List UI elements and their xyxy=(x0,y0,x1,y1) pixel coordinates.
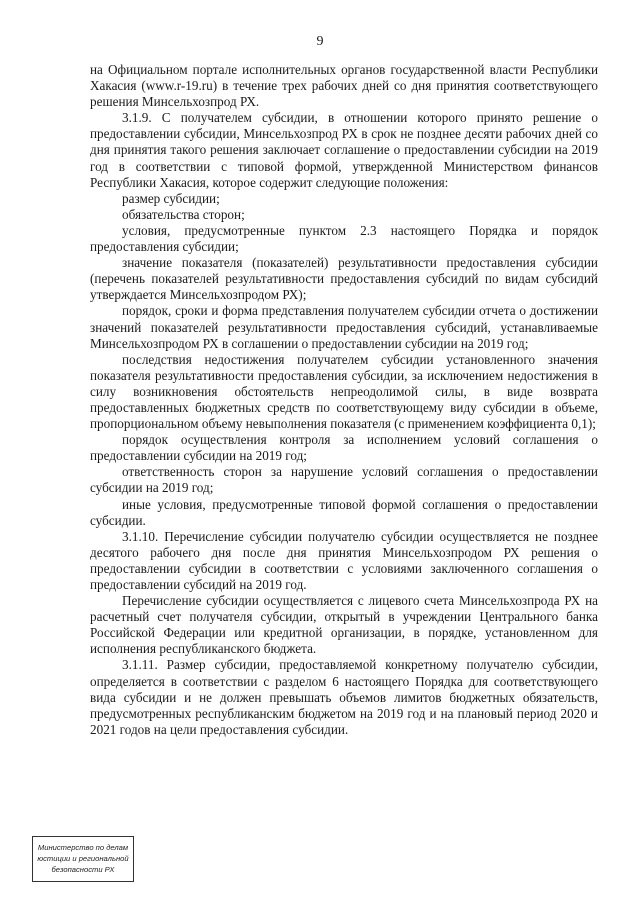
page-number: 9 xyxy=(316,34,324,49)
list-item-indicator-value: значение показателя (показателей) результативности предоставления субсидии (перечень показателей результативности предоставления субсидий по видам субсидий утверждается Минсельхозпродом РХ); xyxy=(90,255,598,303)
ministry-stamp xyxy=(32,836,134,882)
list-item-conditions: условия, предусмотренные пунктом 2.3 настоящего Порядка и порядок предоставления субсидии; xyxy=(90,222,598,255)
list-item-subsidy-size: размер субсидии; xyxy=(122,190,220,206)
stamp-line: Министерство по делам xyxy=(37,843,129,852)
list-item-obligations: обязательства сторон; xyxy=(122,206,245,222)
list-item-responsibility: ответственность сторон за нарушение условий соглашения о предоставлении субсидии на 2019 год; xyxy=(90,464,598,496)
paragraph-transfer: Перечисление субсидии осуществляется с лицевого счета Минсельхозпрода РХ на расчетный счет получателя субсидии, открытый в учреждении Центрального банка Российской Федерации или кредитной организации, в порядке, установленном для исполнения республиканского бюджета. xyxy=(90,593,598,657)
paragraph-continuation: на Официальном портале исполнительных органов государственной власти Республики Хакасия (www.r-19.ru) в течение трех рабочих дней со дня принятия соответствующего решения Минсельхозпрод РХ. xyxy=(90,62,598,110)
document-body xyxy=(90,62,598,738)
list-item-consequences: последствия недостижения получателем субсидии установленного значения показателя результативности предоставления субсидии, за исключением недостижения в силу возникновения обстоятельств непреодолимой силы, в виде возврата предоставленных бюджетных средств по соответствующему виду субсидии в объеме, пропорциональном объему невыполнения показателя (с применением коэффициента 0,1); xyxy=(90,351,598,432)
list-item-report-procedure: порядок, сроки и форма представления получателем субсидии отчета о достижении значений показателей результативности предоставления субсидий, устанавливаемые Минсельхозпродом РХ в соглашении о предоставлении субсидии на 2019 год; xyxy=(90,303,598,351)
stamp-line: юстиции и региональной xyxy=(37,854,129,863)
stamp-line: безопасности РХ xyxy=(51,865,115,874)
paragraph-3-1-10: 3.1.10. Перечисление субсидии получателю субсидии осуществляется не позднее десятого рабочего дня после дня принятия Минсельхозпродом РХ решения о предоставлении субсидии в соответствии с условиями заключенного соглашения о предоставлении субсидий на 2019 год. xyxy=(90,528,598,592)
list-item-other-conditions: иные условия, предусмотренные типовой формой соглашения о предоставлении субсидии. xyxy=(90,496,598,528)
list-item-control-procedure: порядок осуществления контроля за исполнением условий соглашения о предоставлении субсидии на 2019 год; xyxy=(90,432,598,464)
paragraph-3-1-9: 3.1.9. С получателем субсидии, в отношении которого принято решение о предоставлении субсидии, Минсельхозпрод РХ в срок не позднее десяти рабочих дней со дня принятия такого решения заключает соглашение о предоставлении субсидии на 2019 год в соответствии с типовой формой, утвержденной Министерством финансов Республики Хакасия, которое содержит следующие положения: xyxy=(90,110,598,190)
paragraph-3-1-11: 3.1.11. Размер субсидии, предоставляемой конкретному получателю субсидии, определяется в соответствии с разделом 6 настоящего Порядка для соответствующего вида субсидии и не должен превышать объемов лимитов бюджетных обязательств, предусмотренных республиканским бюджетом на 2019 год и на плановый период 2020 и 2021 годов на цели предоставления субсидии. xyxy=(90,657,598,737)
